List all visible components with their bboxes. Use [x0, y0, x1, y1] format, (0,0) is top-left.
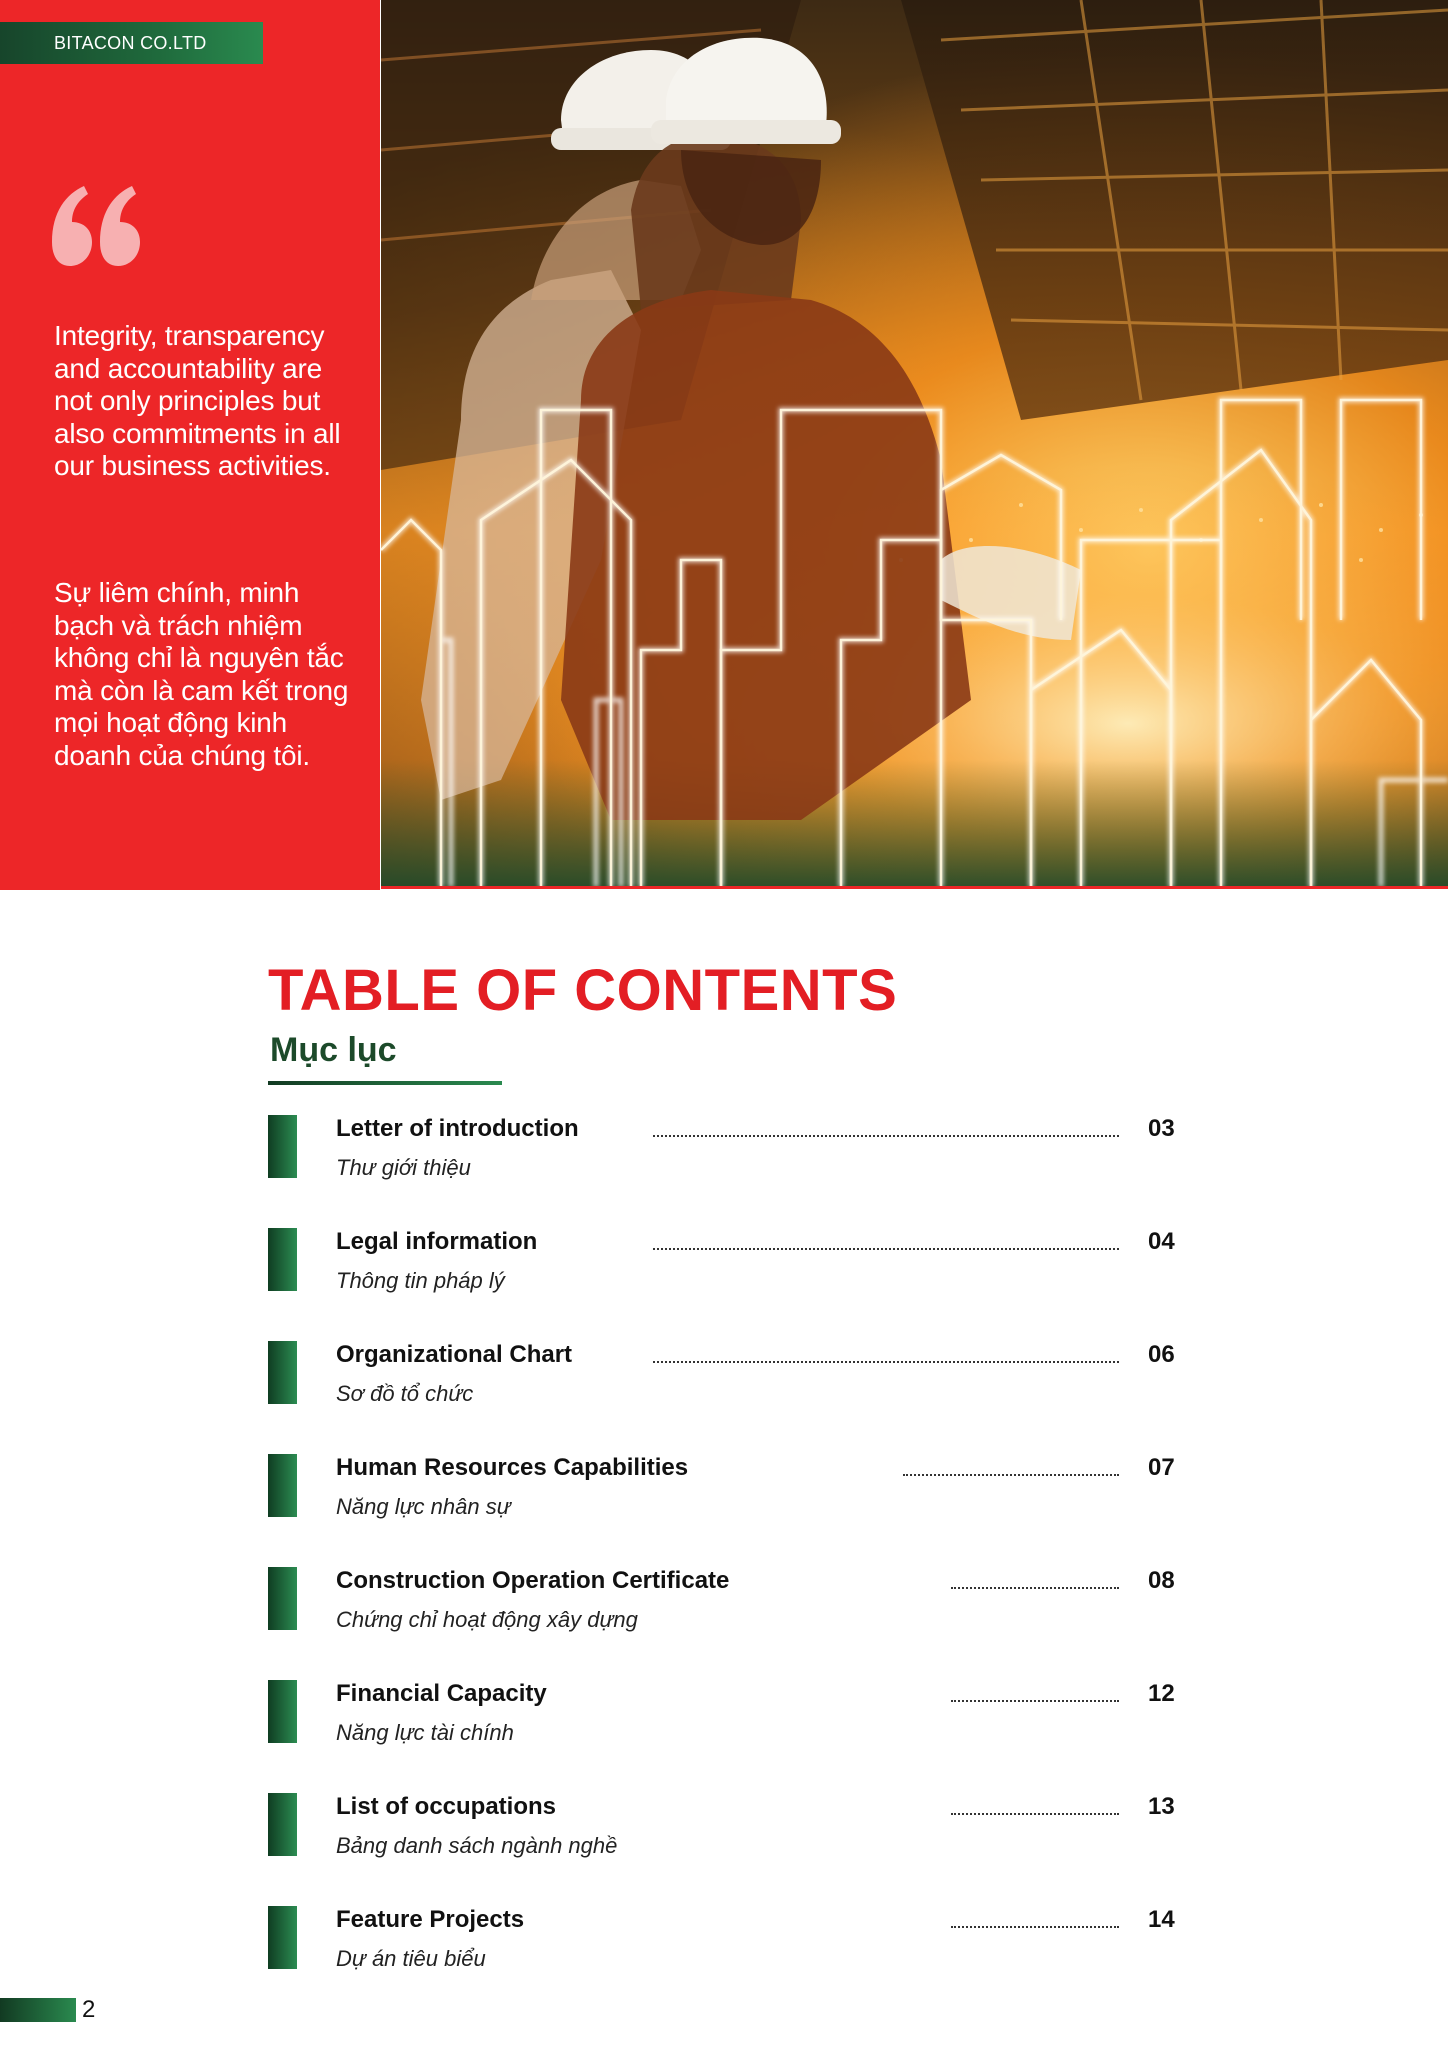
toc-entry-leader	[951, 1700, 1119, 1702]
toc-entry-subtitle: Chứng chỉ hoạt động xây dựng	[336, 1607, 638, 1632]
toc-subtitle: Mục lục	[270, 1031, 397, 1069]
toc-entry-title: Letter of introduction	[336, 1115, 579, 1142]
quote-open-icon	[44, 172, 144, 292]
toc-entry[interactable]	[0, 1115, 1448, 1195]
toc-entry-page: 07	[1148, 1454, 1175, 1481]
toc-entry-leader	[653, 1248, 1119, 1250]
toc-entry-subtitle: Thông tin pháp lý	[336, 1268, 505, 1293]
toc-entry-page: 06	[1148, 1341, 1175, 1368]
toc-entry-title: Organizational Chart	[336, 1341, 573, 1368]
toc-entry-marker	[268, 1454, 297, 1517]
toc-entry[interactable]	[0, 1680, 1448, 1760]
toc-entry-subtitle: Dự án tiêu biểu	[336, 1946, 486, 1971]
toc-entry-leader	[951, 1813, 1119, 1815]
toc-entry-page: 12	[1148, 1680, 1175, 1707]
toc-entry-subtitle: Thư giới thiệu	[336, 1155, 471, 1180]
toc-entry-title: Financial Capacity	[336, 1680, 547, 1707]
toc-entry-marker	[268, 1228, 297, 1291]
toc-entry-marker	[268, 1680, 297, 1743]
page-number: 2	[82, 1996, 96, 2023]
toc-entry-title: Human Resources Capabilities	[336, 1454, 689, 1481]
toc-entry-page: 04	[1148, 1228, 1175, 1255]
toc-entry-subtitle: Năng lực tài chính	[336, 1720, 514, 1745]
toc-entry-marker	[268, 1793, 297, 1856]
toc-entry-title: List of occupations	[336, 1793, 557, 1820]
toc-entry-marker	[268, 1115, 297, 1178]
hero-divider	[381, 886, 1448, 889]
toc-entry-title: Construction Operation Certificate	[336, 1567, 730, 1594]
toc-entry[interactable]	[0, 1341, 1448, 1421]
hero-illustration	[381, 0, 1448, 887]
toc-entry[interactable]	[0, 1567, 1448, 1647]
toc-entry-title: Legal information	[336, 1228, 538, 1255]
toc-entry-leader	[903, 1474, 1119, 1476]
toc-entry-leader	[653, 1135, 1119, 1137]
quote-text-english: Integrity, transparency and accountability are not only principles but also commitments in all our business activities.	[54, 320, 341, 481]
company-tag	[0, 22, 263, 64]
toc-entry-leader	[951, 1926, 1119, 1928]
toc-entry-title: Feature Projects	[336, 1906, 525, 1933]
toc-entry-marker	[268, 1906, 297, 1969]
toc-entry-page: 03	[1148, 1115, 1175, 1142]
toc-entry-page: 13	[1148, 1793, 1175, 1820]
toc-entry-subtitle: Năng lực nhân sự	[336, 1494, 511, 1519]
toc-entry[interactable]	[0, 1906, 1448, 1986]
toc-entry[interactable]	[0, 1793, 1448, 1873]
toc-title: TABLE OF CONTENTS	[268, 958, 898, 1023]
toc-entry-marker	[268, 1341, 297, 1404]
toc-entry-leader	[653, 1361, 1119, 1363]
hero-band	[0, 0, 1448, 890]
quote-panel	[0, 0, 380, 890]
toc-entry-subtitle: Sơ đồ tổ chức	[336, 1381, 474, 1406]
company-name: BITACON CO.LTD	[54, 32, 207, 53]
hero-photo	[381, 0, 1448, 887]
toc-subtitle-underline	[268, 1081, 502, 1085]
toc-entry-subtitle: Bảng danh sách ngành nghề	[336, 1833, 618, 1858]
toc-entry[interactable]	[0, 1454, 1448, 1534]
toc-entry-marker	[268, 1567, 297, 1630]
toc-entry-leader	[951, 1587, 1119, 1589]
toc-entry-page: 14	[1148, 1906, 1175, 1933]
footer-accent-bar	[0, 1998, 76, 2022]
toc-entry-page: 08	[1148, 1567, 1175, 1594]
quote-text-vietnamese: Sự liêm chính, minh bạch và trách nhiệm không chỉ là nguyên tắc mà còn là cam kết trong mọi hoạt động kinh doanh của chúng tôi.	[54, 577, 349, 771]
toc-entry[interactable]	[0, 1228, 1448, 1308]
